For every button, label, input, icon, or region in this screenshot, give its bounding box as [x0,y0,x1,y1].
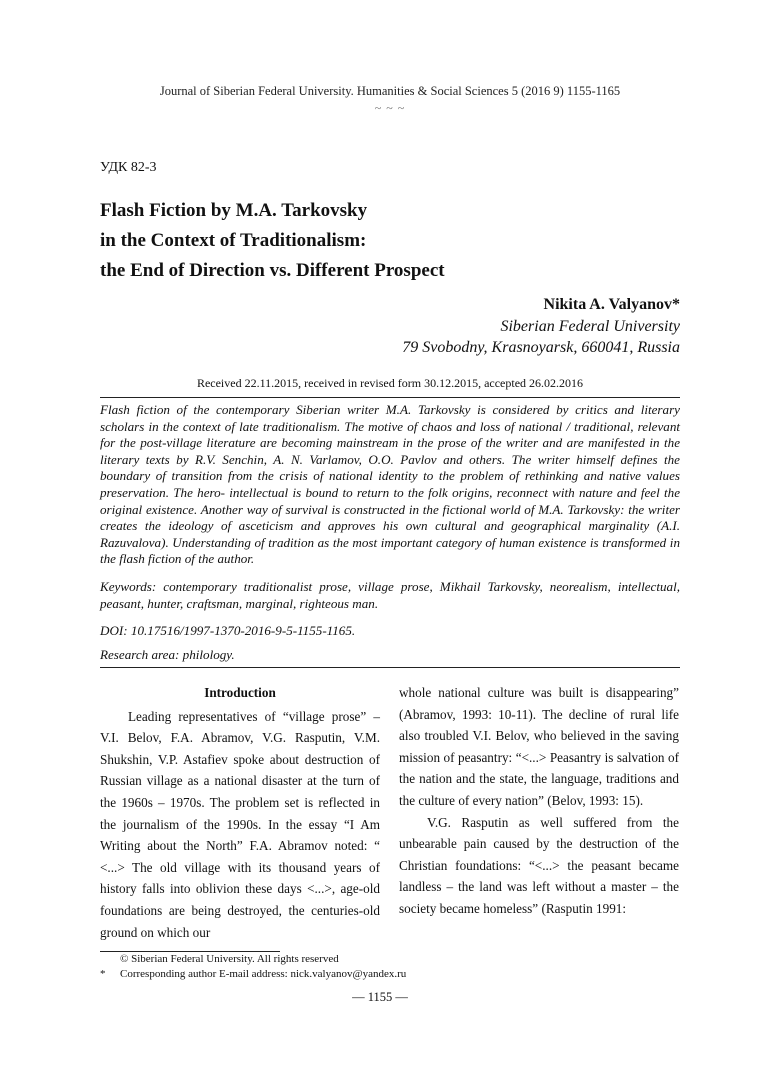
abstract-bottom-rule [100,667,680,668]
section-heading: Introduction [204,685,276,700]
author-address: 79 Svobodny, Krasnoyarsk, 660041, Russia [402,339,680,356]
page-number: — 1155 — [352,990,408,1004]
title-line: in the Context of Traditionalism: [100,230,367,251]
abstract [100,402,680,568]
footnote-star: * [100,968,106,980]
header-ornament: ~ ~ ~ [374,101,406,115]
abstract-top-rule [100,397,680,398]
research-area: Research area: philology. [100,647,235,662]
body-column-right [399,682,679,920]
author-block [300,294,680,359]
author-affiliation: Siberian Federal University [500,317,680,335]
paper-title [100,196,660,286]
footnote-corresponding: Corresponding author E-mail address: nick.valyanov@yandex.ru [120,968,407,980]
body-paragraph: V.G. Rasputin as well suffered from the unbearable pain caused by the destruction of the Christian foundations: “<...> the peasant became landless – the land was left without a master – the society became homeless” (Rasputin 1991: [399,814,679,916]
doi: DOI: 10.17516/1997-1370-2016-9-5-1155-1165. [100,623,356,638]
body-column-left [100,682,380,943]
received-dates: Received 22.11.2015, received in revised form 30.12.2015, accepted 26.02.2016 [196,376,584,390]
title-line: Flash Fiction by M.A. Tarkovsky [100,200,368,221]
keywords: Keywords: contemporary traditionalist prose, village prose, Mikhail Tarkovsky, neorealism, intellectual, peasant, hunter, craftsman, marginal, righteous man. [100,579,680,611]
body-paragraph: Leading representatives of “village prose” – V.I. Belov, F.A. Abramov, V.G. Rasputin, V.M. Shukshin, V.P. Astafiev spoke about destruction of Russian village as a national disaster at the turn of the 1960s – 1970s. The problem set is reflected in the journalism of the 1990s. In the essay “I Am Writing about the North” F.A. Abramov noted: “ <...> The old village with its thousand years of history falls into oblivion these days <...>, age-old foundations are being destroyed, the centuries-old ground on which our [100,708,380,940]
title-line: the End of Direction vs. Different Prospect [100,260,445,281]
journal-header: Journal of Siberian Federal University. Humanities & Social Sciences 5 (2016 9) 1155-1165 [159,84,621,98]
udk-code: УДК 82-3 [100,160,157,175]
body-paragraph: whole national culture was built is disappearing” (Abramov, 1993: 10-11). The decline of rural life also troubled V.I. Belov, who believed in the saving mission of peasantry: “<...> Peasantry is salvation of the nation and the state, the language, traditions and the culture of every nation” (Belov, 1993: 15). [399,685,679,808]
abstract-text: Flash fiction of the contemporary Siberian writer M.A. Tarkovsky is considered by critics and literary scholars in the context of late traditionalism. The motive of chaos and loss of national / traditional, relevant for the post-village literature are becoming mainstream in the prose of the writer and are manifested in the literary texts by R.V. Senchin, A. N. Varlamov, O.O. Pavlov and others. The writer himself defines the boundary of transition from the crisis of national identity to the problem of rethinking and native values preservation. The hero- intellectual is bound to return to the folk origins, reconnect with nature and feel the original existence. Another way of survival is constructed in the fictional world of M.A. Tarkovsky: the writer creates the ideology of asceticism and approves his own cultural and geographical marginality (A.I. Razuvalova). Understanding of tradition as the most important category of human existence is transformed in the flash fiction of the author. [100,402,680,567]
footnote-copyright: © Siberian Federal University. All rights reserved [120,953,339,965]
footnote-rule [100,951,280,952]
author-name: Nikita A. Valyanov* [543,296,680,313]
